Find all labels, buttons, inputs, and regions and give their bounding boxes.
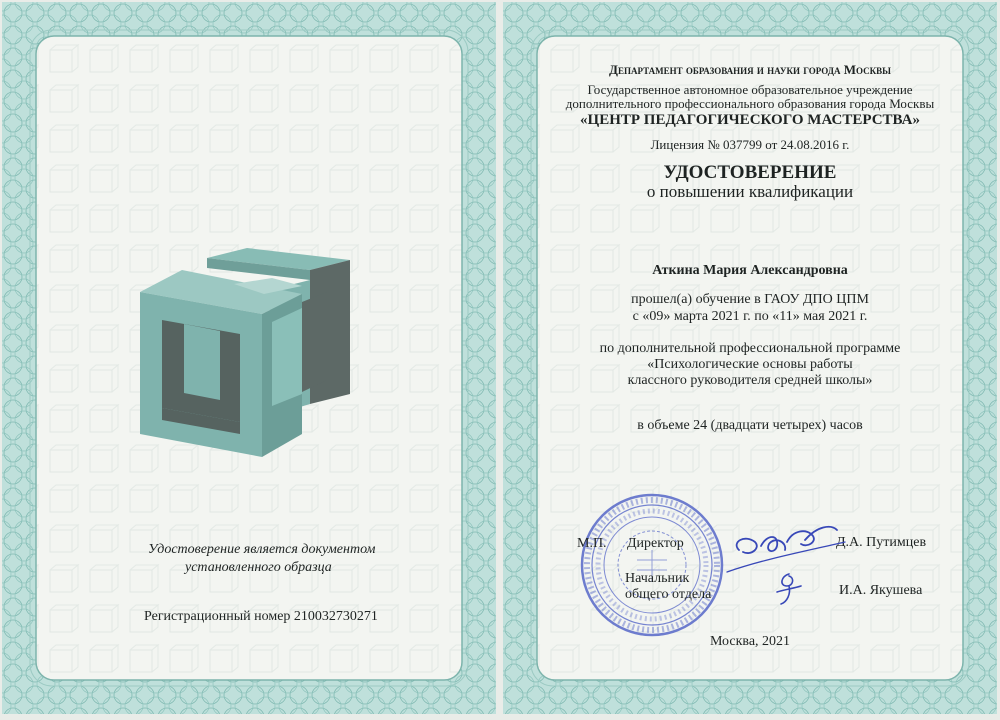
right-page xyxy=(503,2,997,714)
head-signature xyxy=(769,568,809,608)
stamp-place-label: М.П. xyxy=(577,536,607,551)
director-name: Д.А. Путимцев xyxy=(836,535,927,550)
program-line3: классного руководителя средней школы» xyxy=(627,373,873,388)
document-title: УДОСТОВЕРЕНИЕ xyxy=(663,162,837,183)
document-note-line2: установленного образца xyxy=(185,560,332,575)
institution-line1: Государственное автономное образовательное учреждение xyxy=(587,82,913,97)
center-name: «ЦЕНТР ПЕДАГОГИЧЕСКОГО МАСТЕРСТВА» xyxy=(580,112,920,128)
person-name: Аткина Мария Александровна xyxy=(652,263,848,278)
study-line1: прошел(а) обучение в ГАОУ ДПО ЦПМ xyxy=(631,292,869,307)
program-line1: по дополнительной профессиональной программе xyxy=(599,341,901,356)
head-name: И.А. Якушева xyxy=(839,583,923,598)
license-number: Лицензия № 037799 от 24.08.2016 г. xyxy=(650,137,850,152)
head-label-line1: Начальник xyxy=(625,571,690,586)
department-name: Департамент образования и науки города Москвы xyxy=(609,62,891,77)
official-stamp xyxy=(577,490,727,640)
document-subtitle: о повышении квалификации xyxy=(646,182,854,201)
document-note-line1: Удостоверение является документом xyxy=(148,542,376,557)
left-page xyxy=(2,2,496,714)
program-line2: «Психологические основы работы xyxy=(647,357,853,372)
institution-line2: дополнительного профессионального образования города Москвы xyxy=(565,96,935,111)
head-label-line2: общего отдела xyxy=(625,587,712,602)
study-dates: с «09» марта 2021 г. по «11» мая 2021 г. xyxy=(632,309,868,324)
director-label: Директор xyxy=(627,536,684,551)
registration-number: Регистрационный номер 210032730271 xyxy=(144,609,378,624)
cpm-logo xyxy=(2,2,496,714)
course-volume: в объеме 24 (двадцати четырех) часов xyxy=(637,418,863,433)
city-year: Москва, 2021 xyxy=(709,634,791,649)
